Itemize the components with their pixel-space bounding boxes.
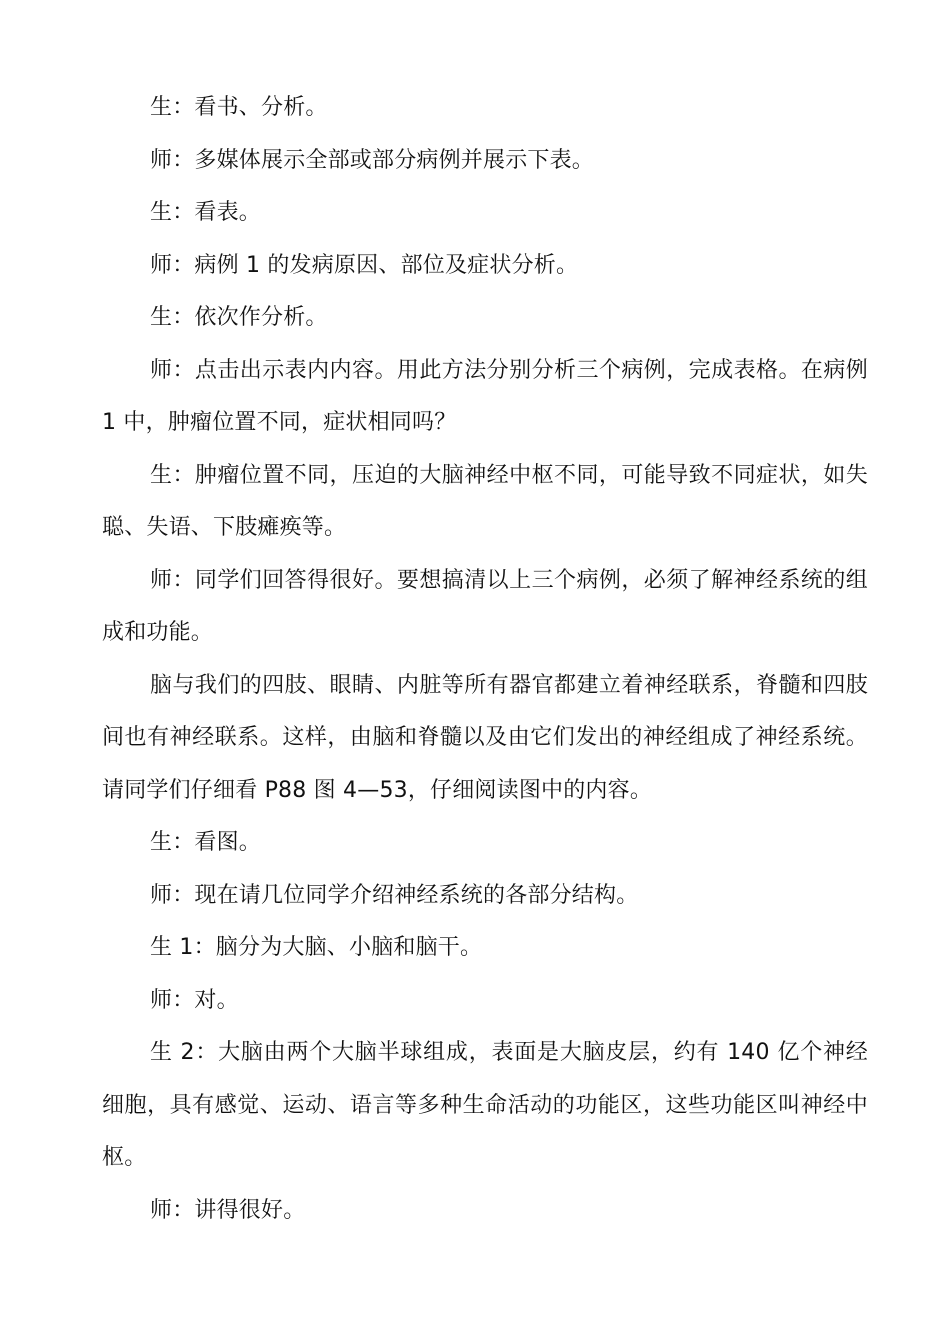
- paragraph-8: 师：同学们回答得很好。要想搞清以上三个病例，必须了解神经系统的组成和功能。: [102, 567, 868, 645]
- paragraph-2: 师：多媒体展示全部或部分病例并展示下表。: [150, 147, 595, 173]
- paragraph-3: 生：看表。: [150, 200, 262, 225]
- paragraph-7: 生：肿瘤位置不同，压迫的大脑神经中枢不同，可能导致不同症状，如失聪、失语、下肢瘫痪等。: [102, 462, 868, 540]
- paragraph-15: 师：讲得很好。: [150, 1197, 306, 1223]
- paragraph-9: 脑与我们的四肢、眼睛、内脏等所有器官都建立着神经联系，脊髓和四肢间也有神经联系。这样，由脑和脊髓以及由它们发出的神经组成了神经系统。请同学们仔细看 P88 图 4—53，仔细阅读图中的内容。: [102, 672, 868, 803]
- document-body: [102, 82, 868, 1237]
- paragraph-6: 师：点击出示表内内容。用此方法分别分析三个病例，完成表格。在病例 1 中，肿瘤位置不同，症状相同吗？: [102, 357, 868, 435]
- paragraph-5: 生：依次作分析。: [150, 305, 328, 330]
- paragraph-14: 生 2：大脑由两个大脑半球组成，表面是大脑皮层，约有 140 亿个神经细胞，具有感觉、运动、语言等多种生命活动的功能区，这些功能区叫神经中枢。: [102, 1040, 868, 1170]
- paragraph-10: 生：看图。: [150, 830, 262, 855]
- paragraph-13: 师：对。: [150, 987, 239, 1013]
- paragraph-4: 师：病例 1 的发病原因、部位及症状分析。: [150, 252, 579, 278]
- paragraph-11: 师：现在请几位同学介绍神经系统的各部分结构。: [150, 882, 639, 908]
- paragraph-12: 生 1：脑分为大脑、小脑和脑干。: [150, 935, 483, 960]
- paragraph-1: 生：看书、分析。: [150, 95, 328, 120]
